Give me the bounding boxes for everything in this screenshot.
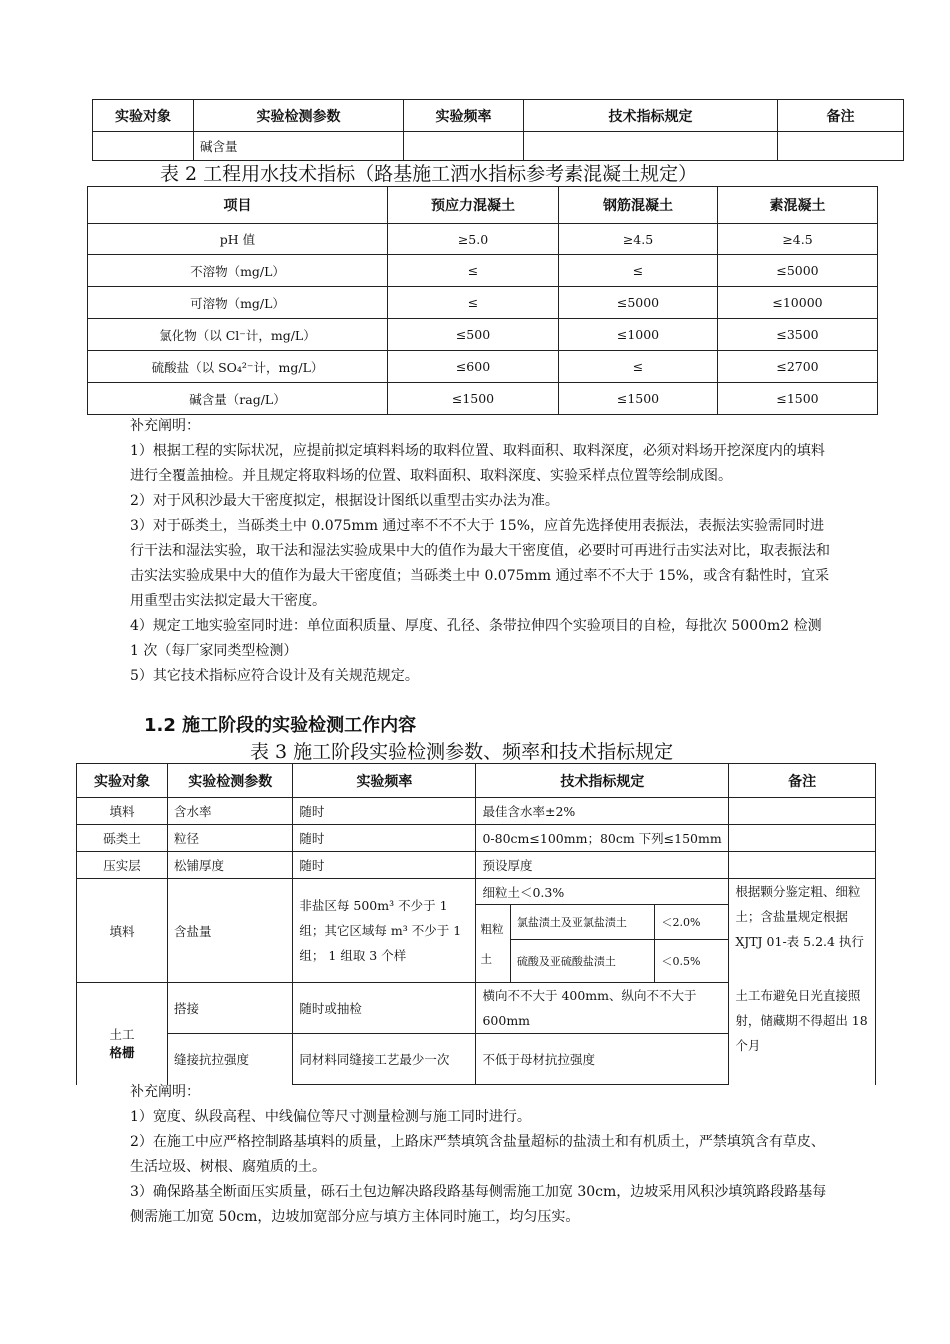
notes1-line: 4）规定工地实验室同时进：单位面积质量、厚度、孔径、条带拉伸四个实验项目的自检，每批次 5000m2 检测 1 次（每厂家同类型检测）	[130, 618, 822, 659]
table-row	[88, 319, 878, 351]
table3-cell: 随时或抽检	[293, 983, 476, 1034]
table2-cell: 不溶物（mg/L）	[88, 255, 388, 287]
notes2-title: 补充阐明：	[130, 1084, 200, 1100]
table3-header: 实验频率	[293, 764, 476, 798]
table3-cell: 横向不不大于 400mm、纵向不不大于 600mm	[476, 983, 729, 1034]
table3-header: 技术指标规定	[476, 764, 729, 798]
table2-cell: pH 值	[88, 224, 388, 255]
table3-cell: 预设厚度	[476, 852, 729, 879]
table3-header: 实验检测参数	[168, 764, 293, 798]
table1-header: 实验频率	[404, 100, 524, 132]
table2-cell: ≥5.0	[388, 224, 559, 255]
notes2	[130, 1080, 830, 1230]
table1-cell	[778, 132, 904, 161]
table2-cell: ≤1000	[559, 319, 718, 351]
table3-cell	[729, 798, 876, 825]
table3-cell	[729, 825, 876, 852]
table3-cell: ＜2.0%	[655, 905, 729, 940]
table-row	[77, 879, 876, 905]
table1-header: 实验对象	[93, 100, 194, 132]
table2-cell: 可溶物（mg/L）	[88, 287, 388, 319]
table2-cell: ≤1500	[559, 383, 718, 415]
table2-cell: 碱含量（rag/L）	[88, 383, 388, 415]
table2-cell: 硫酸盐（以 SO₄²⁻计，mg/L）	[88, 351, 388, 383]
table3-obj-line: 土工	[109, 1026, 135, 1042]
notes2-line: 1）宽度、纵段高程、中线偏位等尺寸测量检测与施工同时进行。	[130, 1109, 531, 1125]
table1-cell	[404, 132, 524, 161]
table3-cell: 根据颗分鉴定粗、细粒土；含盐量规定根据 XJTJ 01-表 5.2.4 执行	[729, 879, 876, 983]
table2-cell: ≤	[559, 255, 718, 287]
table-row	[77, 852, 876, 879]
table3-cell: 同材料同缝接工艺最少一次	[293, 1034, 476, 1085]
table2-cell: ≤	[388, 287, 559, 319]
table2-cell: ≤3500	[718, 319, 878, 351]
table1-header: 技术指标规定	[524, 100, 778, 132]
table2-cell: ≤5000	[559, 287, 718, 319]
table3-cell: 压实层	[77, 852, 168, 879]
notes1-line: 5）其它技术指标应符合设计及有关规范规定。	[130, 668, 419, 684]
table-row	[88, 255, 878, 287]
table3-cell: 细粒土＜0.3%	[476, 879, 729, 905]
table1-cell: 碱含量	[194, 132, 404, 161]
table3-cell: 填料	[77, 879, 168, 983]
table2-cell: ≥4.5	[559, 224, 718, 255]
table-row	[88, 287, 878, 319]
table-row	[88, 383, 878, 415]
table2-cell: ≤	[559, 351, 718, 383]
table2-cell: ≤1500	[388, 383, 559, 415]
notes1-line: 2）对于风积沙最大干密度拟定，根据设计图纸以重型击实办法为准。	[130, 493, 559, 509]
table-row	[77, 825, 876, 852]
table3-cell: ＜0.5%	[655, 940, 729, 983]
table3-caption: 表 3 施工阶段实验检测参数、频率和技术指标规定	[250, 741, 674, 763]
notes1-line: 1）根据工程的实际状况，应提前拟定填料料场的取料位置、取料面积、取料深度，必须对料场开挖深度内的填料进行全覆盖抽检。并且规定将取料场的位置、取料面积、取料深度、实验采样点位置等绘制成图。	[130, 443, 825, 484]
table3-cell: 硫酸及亚硫酸盐渍土	[510, 940, 655, 983]
table2-cell: ≤600	[388, 351, 559, 383]
section-heading: 1.2 施工阶段的实验检测工作内容	[144, 715, 417, 736]
table2-cell: 氯化物（以 Cl⁻计，mg/L）	[88, 319, 388, 351]
notes2-line: 2）在施工中应严格控制路基填料的质量，上路床严禁填筑含盐量超标的盐渍土和有机质土，严禁填筑含有草皮、生活垃圾、树根、腐殖质的土。	[130, 1134, 825, 1175]
table-row	[88, 351, 878, 383]
table2-cell: ≤5000	[718, 255, 878, 287]
table3-cell: 氯盐渍土及亚氯盐渍土	[510, 905, 655, 940]
table3-cell: 缝接抗拉强度	[168, 1034, 293, 1085]
table3-cell	[77, 983, 168, 1085]
table3-cell: 含盐量	[168, 879, 293, 983]
table3-cell: 含水率	[168, 798, 293, 825]
table-row	[77, 983, 876, 1034]
table3	[76, 763, 876, 1085]
table3-cell: 土工布避免日光直接照射，储藏期不得超出 18 个月	[729, 983, 876, 1085]
table-row	[88, 224, 878, 255]
table2-cell: ≤500	[388, 319, 559, 351]
table3-cell: 最佳含水率±2%	[476, 798, 729, 825]
table3-cell	[729, 852, 876, 879]
table3-cell: 砾类土	[77, 825, 168, 852]
table1-cell	[524, 132, 778, 161]
table2-cell: ≤10000	[718, 287, 878, 319]
table3-header: 备注	[729, 764, 876, 798]
table1-header: 备注	[778, 100, 904, 132]
table2-header: 钢筋混凝土	[559, 187, 718, 224]
table3-cell: 不低于母材抗拉强度	[476, 1034, 729, 1085]
table3-cell: 随时	[293, 825, 476, 852]
table2-header: 预应力混凝土	[388, 187, 559, 224]
notes1	[130, 414, 830, 689]
table2-header: 项目	[88, 187, 388, 224]
table3-obj-line: 格栅	[109, 1044, 135, 1060]
table2-cell: ≤	[388, 255, 559, 287]
table3-cell: 非盐区每 500m³ 不少于 1 组；其它区域每 m³ 不少于 1 组； 1 组取 3 个样	[293, 879, 476, 983]
table3-cell: 搭接	[168, 983, 293, 1034]
table2-caption: 表 2 工程用水技术指标（路基施工洒水指标参考素混凝土规定）	[160, 163, 698, 185]
table2-header: 素混凝土	[718, 187, 878, 224]
table3-header: 实验对象	[77, 764, 168, 798]
table-row	[77, 798, 876, 825]
table1-cell	[93, 132, 194, 161]
notes1-title: 补充阐明：	[130, 418, 200, 434]
notes2-line: 3）确保路基全断面压实质量，砾石土包边解决路段路基每侧需施工加宽 30cm，边坡采用风积沙填筑路段路基每侧需施工加宽 50cm，边坡加宽部分应与填方主体同时施工，均匀压实。	[130, 1184, 827, 1225]
table2-cell: ≤2700	[718, 351, 878, 383]
table3-cell: 松铺厚度	[168, 852, 293, 879]
table3-cell: 粗粒土	[476, 905, 510, 983]
table1-header: 实验检测参数	[194, 100, 404, 132]
table3-cell: 填料	[77, 798, 168, 825]
table2-cell: ≥4.5	[718, 224, 878, 255]
table2-cell: ≤1500	[718, 383, 878, 415]
table2	[87, 186, 878, 415]
table3-cell: 粒径	[168, 825, 293, 852]
notes1-line: 3）对于砾类土，当砾类土中 0.075mm 通过率不不不大于 15%，应首先选择使用表振法，表振法实验需同时进行干法和湿法实验，取干法和湿法实验成果中大的值作为最大干密度值，必要时可再进行击实法对比，取表振法和击实法实验成果中大的值作为最大干密度值；当砾类土中 0.075mm 通过率不不大于 15%，或含有黏性时，宜采用重型击实法拟定最大干密度。	[130, 518, 830, 609]
table3-cell: 随时	[293, 852, 476, 879]
table3-cell: 0-80cm≤100mm；80cm 下列≤150mm	[476, 825, 729, 852]
table1	[92, 99, 904, 161]
table3-cell: 随时	[293, 798, 476, 825]
